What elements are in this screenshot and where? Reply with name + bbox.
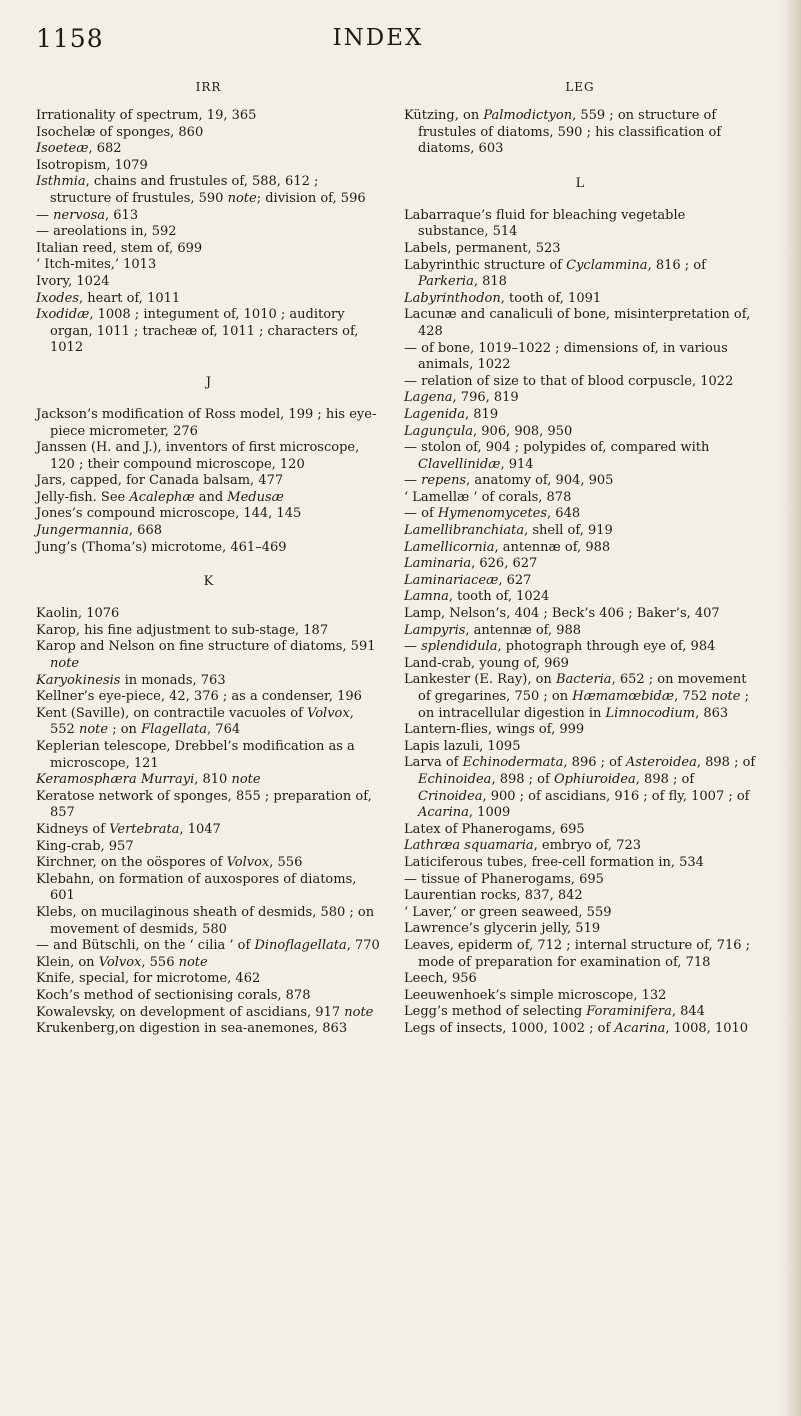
entry-text: , 613 — [105, 207, 139, 223]
entry-italic-text: Acalephæ — [129, 489, 195, 505]
entry-text: Lapis lazuli, 1095 — [404, 738, 521, 754]
entry-text: Leech, 956 — [404, 971, 477, 987]
entry-text: — of — [404, 506, 438, 522]
entry-text: Lamp, Nelson’s, 404 ; Beck’s 406 ; Baker’s, 407 — [404, 606, 720, 622]
index-entry — [404, 656, 756, 673]
entry-italic-text: Karyokinesis — [36, 672, 121, 688]
entry-italic-text: Labyrinthodon — [404, 290, 501, 306]
index-entry — [404, 490, 756, 507]
entry-text: Kirchner, on the oöspores of — [36, 855, 227, 871]
entry-text: , 863 — [695, 705, 729, 721]
index-entry — [404, 407, 756, 424]
index-entry — [404, 855, 756, 872]
entry-text: Isotropism, 1079 — [36, 157, 148, 173]
entry-text: , 1008, 1010 — [665, 1020, 749, 1036]
index-entry — [404, 872, 756, 889]
index-entry — [36, 523, 381, 540]
left-column — [36, 80, 381, 1038]
entry-italic-text: Ixodes — [36, 290, 79, 306]
entry-italic-text: Lagenida — [404, 406, 466, 422]
entry-italic-text: splendidula — [421, 639, 498, 655]
entry-italic-text: note — [711, 689, 741, 704]
entry-text: , 652 ; on movement of gregarines, 750 ; on — [418, 672, 747, 704]
entry-italic-text: Lamna — [404, 589, 449, 605]
entry-text: , 896 ; of — [563, 755, 626, 771]
entry-text: , chains and frustules of, 588, 612 ; structure of frustules, 590 — [50, 174, 319, 206]
index-entry — [404, 623, 756, 640]
entry-text: Leeuwenhoek’s simple microscope, 132 — [404, 987, 667, 1003]
entry-text: , 752 — [674, 689, 712, 704]
entry-text: Keratose network of sponges, 855 ; preparation of, 857 — [36, 788, 372, 821]
page-number: 1158 — [36, 24, 104, 53]
index-entry — [404, 440, 756, 473]
index-entry — [36, 540, 381, 557]
entry-text: , 898 ; of — [696, 755, 756, 771]
entry-italic-text: Echinoidea — [418, 771, 492, 787]
entry-text: Kent (Saville), on contractile vacuoles of — [36, 705, 308, 721]
entry-italic-text: Acarina — [614, 1020, 666, 1036]
entry-text: , tooth of, 1024 — [448, 589, 550, 605]
entry-italic-text: note — [231, 772, 261, 788]
entry-text: — relation of size to that of blood corpuscle, 1022 — [404, 373, 734, 389]
entry-italic-text: Isthmia — [36, 174, 86, 190]
index-entry — [404, 1004, 756, 1021]
entry-text: — — [404, 639, 422, 655]
entry-italic-text: note — [78, 722, 109, 738]
entry-italic-text: Parkeria — [418, 274, 474, 290]
entry-italic-text: Palmodictyon — [483, 108, 573, 123]
entry-text: , 627 — [498, 572, 532, 588]
index-entry — [36, 125, 381, 142]
entry-italic-text: repens — [421, 473, 467, 489]
index-entry — [404, 888, 756, 905]
entry-italic-text: Lamellibranchiata — [404, 523, 525, 539]
entry-italic-text: nervosa — [53, 207, 106, 223]
entry-italic-text: Volvox — [307, 705, 350, 721]
index-entry — [36, 291, 381, 308]
index-entry — [36, 673, 381, 690]
entry-italic-text: Keramosphæra Murrayi — [36, 772, 195, 788]
entry-text: , 556 — [141, 954, 179, 970]
index-entry — [404, 341, 756, 374]
index-entry — [404, 307, 756, 340]
entry-text: Italian reed, stem of, 699 — [36, 240, 203, 256]
entry-text: Jars, capped, for Canada balsam, 477 — [36, 473, 284, 489]
index-entry — [404, 473, 756, 490]
index-entry — [404, 938, 756, 971]
entry-text: Labyrinthic structure of — [404, 257, 567, 273]
entry-italic-text: Clavellinidæ — [418, 456, 501, 472]
entry-italic-text: Echinodermata — [462, 755, 564, 771]
entry-text: , 900 ; of ascidians, 916 ; of fly, 1007 ; of — [482, 788, 750, 804]
index-entry — [36, 639, 381, 672]
index-entry — [36, 224, 381, 241]
index-entry — [404, 672, 756, 722]
index-entry — [36, 938, 381, 955]
entry-italic-text: Medusæ — [227, 489, 284, 505]
entry-italic-text: Laminaria — [404, 556, 472, 572]
entry-text: ‘ Lamellæ ’ of corals, 878 — [404, 489, 572, 505]
left-guide-word: IRR — [195, 80, 222, 94]
entry-text: , tooth of, 1091 — [500, 290, 602, 306]
entry-text: Land-crab, young of, 969 — [404, 655, 569, 671]
entry-text: , 898 ; of — [491, 771, 554, 787]
entry-text: , photograph through eye of, 984 — [497, 639, 716, 655]
index-entry — [36, 1021, 381, 1038]
index-entry — [404, 424, 756, 441]
entry-text: , 1008 ; integument of, 1010 ; auditory organ, 1011 ; tracheæ of, 1011 ; characters of, 1012 — [50, 307, 359, 356]
index-entry — [36, 440, 381, 473]
entry-text: ; on — [108, 722, 142, 738]
entry-italic-text: Flagellata — [141, 722, 208, 738]
index-entry — [36, 855, 381, 872]
index-entry — [404, 390, 756, 407]
index-entry — [36, 623, 381, 640]
page-header — [36, 24, 720, 60]
index-entry — [404, 208, 756, 241]
index-entry — [404, 822, 756, 839]
entry-text: ; division of, 596 — [256, 190, 366, 206]
entry-italic-text: Lagena — [404, 390, 453, 406]
entry-text: , 668 — [128, 523, 162, 539]
entry-italic-text: Lamellicornia — [404, 539, 495, 555]
entry-text: , 556 — [269, 855, 303, 871]
index-entry — [36, 174, 381, 207]
page-title: INDEX — [332, 25, 424, 51]
entry-text: , 559 ; on structure of frustules of diatoms, 590 ; his classification of diatoms, 603 — [418, 108, 722, 157]
entry-text: Lawrence’s glycerin jelly, 519 — [404, 921, 601, 937]
entry-italic-text: note — [227, 190, 257, 206]
entry-italic-text: Vertebrata — [109, 821, 180, 837]
entry-text: , 1009 — [468, 805, 511, 821]
index-entry — [36, 905, 381, 938]
entry-text: Laticiferous tubes, free-cell formation in, 534 — [404, 854, 704, 870]
index-entry — [36, 971, 381, 988]
entry-text: Kützing, on — [404, 108, 484, 123]
entry-italic-text: Limnocodium — [605, 705, 696, 721]
index-entry — [404, 108, 756, 158]
entry-text: , antennæ of, 988 — [494, 539, 611, 555]
entry-text: , 844 — [671, 1004, 705, 1020]
entry-text: , 818 — [473, 274, 507, 290]
entry-text: ; on intracellular digestion in — [418, 689, 749, 721]
index-entry — [404, 573, 756, 590]
entry-text: and — [194, 489, 228, 505]
index-entry — [404, 1021, 756, 1038]
entry-text: Janssen (H. and J.), inventors of first microscope, 120 ; their compound microscope, 120 — [36, 440, 360, 472]
entry-italic-text: Isoeteæ — [36, 141, 89, 157]
index-entry — [36, 307, 381, 357]
index-entry — [36, 689, 381, 706]
index-entry — [404, 838, 756, 855]
entry-italic-text: note — [178, 954, 208, 970]
entry-text: Klebahn, on formation of auxospores of diatoms, 601 — [36, 871, 357, 904]
entry-italic-text: Asteroidea — [625, 755, 697, 771]
entry-text: Jackson’s modification of Ross model, 199 ; his eye-piece micrometer, 276 — [36, 406, 377, 439]
index-entry — [36, 839, 381, 856]
section-letter: J — [205, 374, 212, 390]
index-entry — [404, 988, 756, 1005]
index-entry — [36, 473, 381, 490]
entry-italic-text: Dinoflagellata — [254, 938, 347, 954]
index-entry — [36, 706, 381, 739]
index-entry — [404, 921, 756, 938]
section-letter: K — [203, 574, 214, 590]
entry-text: , 626, 627 — [471, 556, 538, 572]
entry-text: Ivory, 1024 — [36, 273, 110, 289]
index-entry — [36, 257, 381, 274]
entry-text: ‘ Laver,’ or green seaweed, 559 — [404, 904, 612, 920]
index-entry — [36, 241, 381, 258]
section-letter: L — [575, 175, 585, 191]
index-entry — [36, 739, 381, 772]
index-entry — [36, 606, 381, 623]
index-entry — [404, 589, 756, 606]
index-entry — [36, 490, 381, 507]
entry-text: Leaves, epiderm of, 712 ; internal structure of, 716 ; mode of preparation for examination of, 718 — [404, 937, 751, 970]
entry-italic-text: Bacteria — [555, 672, 612, 688]
index-entry — [404, 374, 756, 391]
entry-text: Legs of insects, 1000, 1002 ; of — [404, 1020, 615, 1036]
index-entry — [404, 739, 756, 756]
index-entry — [36, 1005, 381, 1022]
index-entry — [404, 556, 756, 573]
index-entry — [36, 789, 381, 822]
entry-italic-text: Hymenomycetes — [437, 506, 548, 522]
index-entry — [36, 158, 381, 175]
entry-text: Latex of Phanerogams, 695 — [404, 821, 585, 837]
entry-text: Lantern-flies, wings of, 999 — [404, 722, 585, 738]
entry-italic-text: Cyclammina — [566, 257, 648, 273]
entry-text: Karop, his fine adjustment to sub-stage, 187 — [36, 622, 329, 638]
entry-text: Knife, special, for microtome, 462 — [36, 971, 261, 987]
entry-italic-text: Laminariaceæ — [404, 572, 499, 588]
index-entry — [36, 274, 381, 291]
entry-text: , antennæ of, 988 — [465, 622, 582, 638]
index-entry — [404, 722, 756, 739]
index-entry — [36, 407, 381, 440]
right-entries — [404, 108, 756, 1037]
entry-text: — — [404, 473, 422, 489]
entry-text: , anatomy of, 904, 905 — [466, 473, 614, 489]
entry-text: — areolations in, 592 — [36, 224, 177, 240]
entry-text: Kowalevsky, on development of ascidians, 917 — [36, 1004, 345, 1020]
page-edge-shadow — [781, 0, 801, 1416]
index-entry — [404, 540, 756, 557]
entry-text: — of bone, 1019–1022 ; dimensions of, in various animals, 1022 — [404, 340, 728, 373]
entry-text: — stolon of, 904 ; polypides of, compared with — [404, 440, 710, 456]
entry-text: , 810 — [194, 772, 232, 788]
entry-text: Isochelæ of sponges, 860 — [36, 124, 204, 140]
entry-text: , 914 — [500, 456, 534, 472]
index-entry — [36, 872, 381, 905]
entry-text: Labarraque’s fluid for bleaching vegetable substance, 514 — [404, 207, 686, 240]
entry-text: Lankester (E. Ray), on — [404, 672, 556, 688]
right-column — [404, 80, 756, 1037]
right-guide-word: LEG — [565, 80, 595, 94]
entry-text: Laurentian rocks, 837, 842 — [404, 888, 583, 904]
index-entry — [404, 639, 756, 656]
entry-text: Jelly-fish. See — [36, 489, 130, 505]
index-entry — [36, 772, 381, 789]
entry-italic-text: note — [344, 1004, 374, 1020]
entry-italic-text: Hæmamœbidæ — [572, 689, 675, 704]
index-entry — [36, 141, 381, 158]
entry-text: , 764 — [207, 722, 241, 738]
entry-text: Klebs, on mucilaginous sheath of desmids, 580 ; on movement of desmids, 580 — [36, 904, 375, 937]
entry-italic-text: Lathræa squamaria — [404, 838, 534, 854]
entry-text: , heart of, 1011 — [78, 290, 181, 306]
index-entry — [404, 905, 756, 922]
entry-text: Irrationality of spectrum, 19, 365 — [36, 108, 257, 123]
entry-text: — tissue of Phanerogams, 695 — [404, 871, 604, 887]
entry-text: Kidneys of — [36, 821, 110, 837]
entry-text: Keplerian telescope, Drebbel’s modification as a microscope, 121 — [36, 739, 355, 771]
index-entry — [404, 971, 756, 988]
index-entry — [36, 822, 381, 839]
index-entry — [404, 755, 756, 821]
index-entry — [36, 506, 381, 523]
entry-text: , 682 — [88, 141, 122, 157]
entry-text: , 796, 819 — [452, 390, 519, 406]
entry-italic-text: Crinoidea — [418, 788, 483, 804]
entry-italic-text: Ixodidæ — [36, 307, 90, 323]
index-entry — [404, 258, 756, 291]
entry-text: , 552 — [50, 705, 354, 738]
entry-text: Krukenberg,on digestion in sea-anemones, 863 — [36, 1021, 348, 1037]
entry-text: Labels, permanent, 523 — [404, 240, 561, 256]
entry-text: , 648 — [547, 506, 581, 522]
entry-text: , 816 ; of — [647, 257, 706, 273]
index-entry — [36, 108, 381, 125]
entry-text: Larva of — [404, 755, 463, 771]
index-entry — [36, 208, 381, 225]
entry-italic-text: Acarina — [418, 805, 469, 821]
entry-text: Lacunæ and canaliculi of bone, misinterpretation of, 428 — [404, 307, 751, 339]
entry-text: , 770 — [346, 938, 380, 954]
entry-text: in monads, 763 — [120, 672, 226, 688]
entry-italic-text: Jungermannia — [36, 523, 129, 539]
entry-text: Legg’s method of selecting — [404, 1004, 587, 1020]
entry-text: Kaolin, 1076 — [36, 606, 120, 622]
entry-text: Jones’s compound microscope, 144, 145 — [36, 506, 302, 522]
entry-text: , 819 — [465, 406, 499, 422]
entry-italic-text: Volvox — [98, 954, 142, 970]
index-entry — [36, 955, 381, 972]
entry-italic-text: Lampyris — [404, 622, 466, 638]
entry-italic-text: Volvox — [226, 855, 270, 871]
entry-text: Kellner’s eye-piece, 42, 376 ; as a condenser, 196 — [36, 689, 362, 705]
entry-text: , 906, 908, 950 — [473, 423, 573, 439]
entry-text: ‘ Itch-mites,’ 1013 — [36, 257, 157, 273]
left-entries — [36, 108, 381, 1038]
index-entry — [404, 291, 756, 308]
entry-text: King-crab, 957 — [36, 838, 134, 854]
entry-text: , 898 ; of — [635, 771, 695, 787]
index-entry — [404, 523, 756, 540]
entry-text: , 1047 — [179, 821, 221, 837]
index-entry — [36, 988, 381, 1005]
entry-text: Koch’s method of sectionising corals, 878 — [36, 987, 311, 1003]
entry-text: — and Bütschli, on the ‘ cilia ’ of — [36, 938, 255, 954]
entry-text: , shell of, 919 — [524, 523, 613, 539]
index-entry — [404, 241, 756, 258]
entry-text: Jung’s (Thoma’s) microtome, 461–469 — [36, 539, 287, 555]
entry-italic-text: Lagunçula — [404, 423, 474, 439]
entry-text: , embryo of, 723 — [533, 838, 642, 854]
entry-italic-text: note — [50, 656, 80, 672]
entry-italic-text: Foraminifera — [586, 1004, 672, 1020]
entry-italic-text: Ophiuroidea — [553, 771, 636, 787]
entry-text: Klein, on — [36, 954, 99, 970]
entry-text: Karop and Nelson on fine structure of diatoms, 591 — [36, 639, 376, 655]
index-entry — [404, 606, 756, 623]
entry-text: — — [36, 207, 54, 223]
index-entry — [404, 506, 756, 523]
